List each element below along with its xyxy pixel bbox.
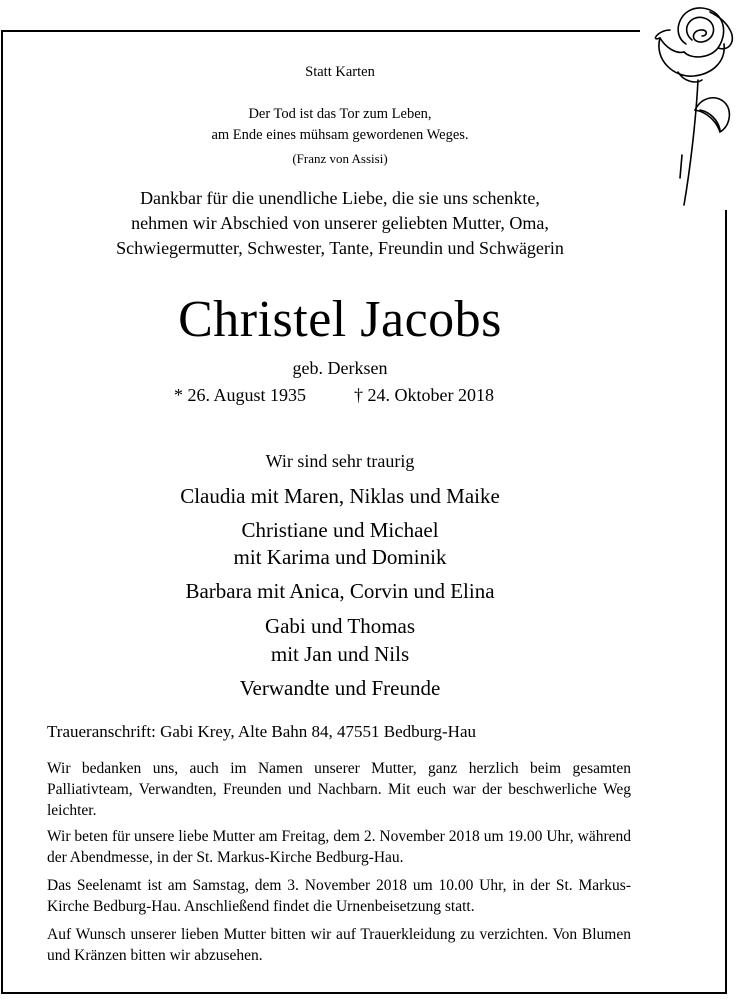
header-text: Statt Karten: [305, 64, 375, 80]
mourner-line: mit Karima und Dominik: [233, 545, 447, 569]
mourner-line: Barbara mit Anica, Corvin und Elina: [185, 579, 495, 603]
mourner-line: Claudia mit Maren, Niklas und Maike: [180, 484, 500, 508]
intro-line-3: Schwiegermutter, Schwester, Tante, Freundin und Schwägerin: [116, 238, 564, 258]
paragraph-thanks: Wir bedanken uns, auch im Namen unserer Mutter, ganz herzlich beim gesamten Palliativteam, Verwandten, Freunden und Nachbarn. Mit euch war der beschwerliche Weg leichter.: [47, 760, 631, 819]
paragraph-requiem: Das Seelenamt ist am Samstag, dem 3. November 2018 um 10.00 Uhr, in der St. Markus-Kirche Bedburg-Hau. Anschließend findet die Urnenbeisetzung statt.: [47, 877, 631, 915]
quote-author: (Franz von Assisi): [292, 151, 388, 166]
intro-line-2: nehmen wir Abschied von unserer geliebten Mutter, Oma,: [131, 213, 549, 233]
mourner-line: Gabi und Thomas: [264, 614, 416, 638]
paragraph-prayer: Wir beten für unsere liebe Mutter am Freitag, dem 2. November 2018 um 19.00 Uhr, während der Abendmesse, in der St. Markus-Kirche Bedburg-Hau.: [47, 828, 631, 866]
mourner-line: Verwandte und Freunde: [239, 676, 441, 700]
mourners-intro: Wir sind sehr traurig: [265, 451, 415, 471]
mourner-line: Christiane und Michael: [241, 518, 439, 542]
rose-icon: [640, 0, 739, 210]
mourning-address: Traueranschrift: Gabi Krey, Alte Bahn 84, 47551 Bedburg-Hau: [47, 722, 477, 741]
quote-line-1: Der Tod ist das Tor zum Leben,: [248, 106, 432, 122]
maiden-name: geb. Derksen: [292, 358, 388, 378]
mourner-line: mit Jan und Nils: [270, 642, 410, 666]
birth-date: * 26. August 1935: [174, 385, 307, 405]
deceased-name: Christel Jacobs: [178, 291, 502, 348]
quote-line-2: am Ende eines mühsam gewordenen Weges.: [211, 127, 469, 143]
death-date: † 24. Oktober 2018: [354, 385, 494, 405]
paragraph-wishes: Auf Wunsch unserer lieben Mutter bitten wir auf Trauerkleidung zu verzichten. Von Blumen und Kränzen bitten wir abzusehen.: [47, 926, 631, 964]
intro-line-1: Dankbar für die unendliche Liebe, die sie uns schenkte,: [140, 188, 540, 208]
